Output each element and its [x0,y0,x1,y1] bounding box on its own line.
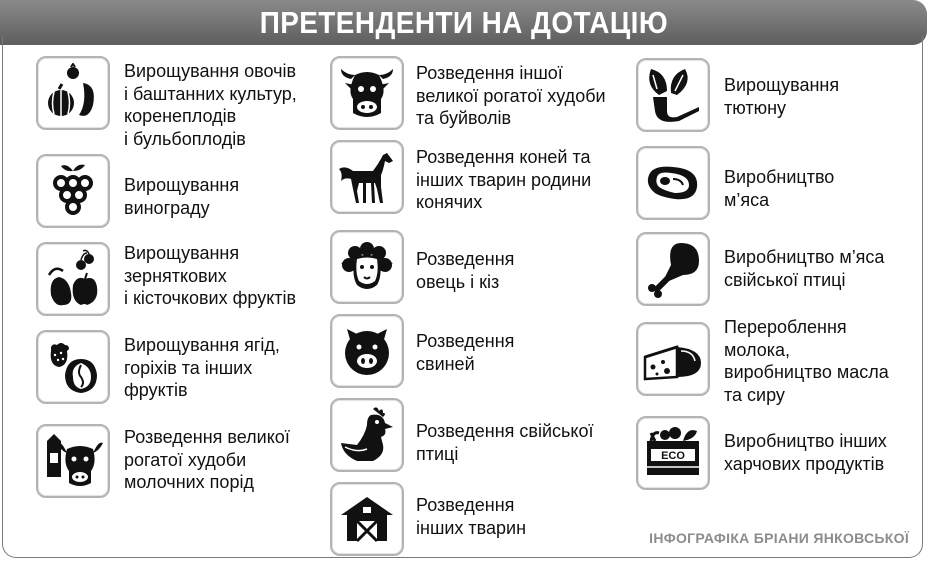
sheep-icon [330,230,404,304]
item-label-poultry-leg: Виробництво м’яса свійської птиці [724,247,885,290]
rooster-icon [330,398,404,472]
barn-icon [330,482,404,556]
item-label-vegetables: Вирощування овочів і баштанних культур, коренеплодів і бульбоплодів [124,61,297,149]
item-label-pig: Розведення свиней [416,331,515,374]
tobacco-icon [636,58,710,132]
item-label-rooster: Розведення свійської птиці [416,421,594,464]
item-label-bull: Розведення іншої великої рогатої худоби та буйволів [416,63,606,128]
pig-icon [330,314,404,388]
credit-text: ІНФОГРАФІКА БРІАНИ ЯНКОВСЬКОЇ [649,530,909,546]
item-label-eco-box: Виробництво інших харчових продуктів [724,431,887,474]
horse-icon [330,140,404,214]
item-label-grapes: Вирощування винограду [124,175,240,218]
vegetables-icon [36,56,110,130]
page-title: ПРЕТЕНДЕНТИ НА ДОТАЦІЮ [259,4,668,40]
eco-badge-text: ECO [661,450,685,462]
fruits-icon [36,242,110,316]
bull-icon [330,56,404,130]
meat-icon [636,146,710,220]
grapes-icon [36,154,110,228]
berries-nuts-icon [36,330,110,404]
dairy-cow-icon [36,424,110,498]
item-label-dairy-cow: Розведення великої рогатої худоби молочних порід [124,427,290,492]
item-label-cheese: Перероблення молока, виробництво масла та сиру [724,317,889,405]
item-label-meat: Виробництво м’яса [724,167,835,210]
item-label-horse: Розведення коней та інших тварин родини конячих [416,147,592,212]
eco-box-icon [636,416,710,490]
item-label-tobacco: Вирощування тютюну [724,75,840,118]
item-label-sheep: Розведення овець і кіз [416,249,515,292]
item-label-barn: Розведення інших тварин [416,495,527,538]
item-label-fruits: Вирощування зерняткових і кісточкових фруктів [124,243,297,308]
item-label-berries-nuts: Вирощування ягід, горіхів та інших фруктів [124,335,280,400]
poultry-leg-icon [636,232,710,306]
cheese-icon [636,322,710,396]
